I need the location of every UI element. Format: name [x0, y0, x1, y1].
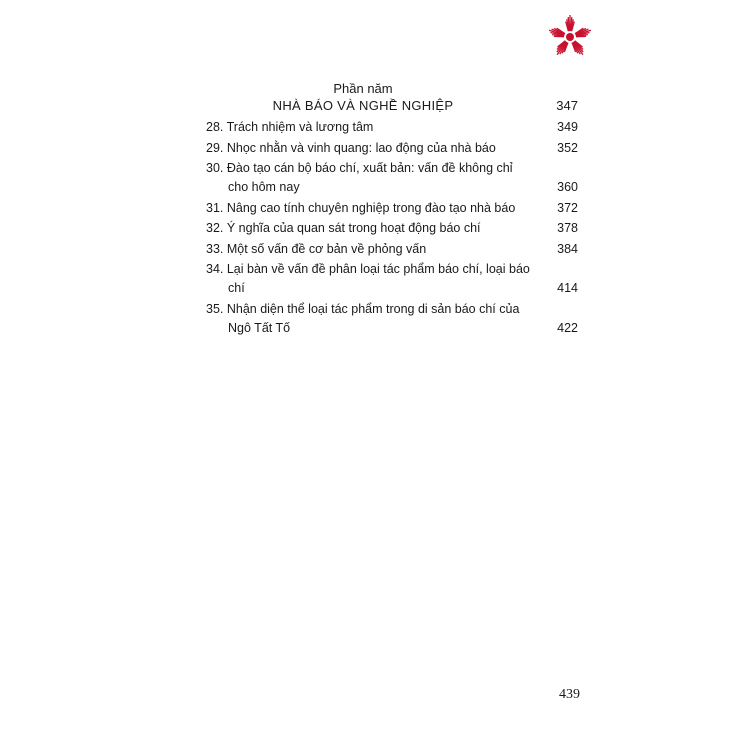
toc-entry-page: 384: [557, 241, 578, 256]
part-page-number: 347: [556, 98, 578, 113]
toc-entry: [206, 219, 578, 238]
publisher-star-logo-icon: [546, 13, 594, 61]
toc-entry-title: 29. Nhọc nhằn và vinh quang: lao động của nhà báo: [206, 140, 496, 155]
toc-entry: [206, 260, 578, 298]
toc-entry-page: 378: [557, 221, 578, 235]
toc-entry-title: 35. Nhận diện thể loại tác phẩm trong di sản báo chí của Ngô Tất Tố: [206, 301, 520, 335]
toc-entry-page: 360: [557, 180, 578, 194]
toc-entry-title: 34. Lại bàn về vấn đề phân loại tác phẩm báo chí, loại báo chí: [206, 262, 530, 295]
toc-entry-title: 30. Đào tạo cán bộ báo chí, xuất bản: vấn đề không chỉ cho hôm nay: [206, 161, 513, 194]
toc-entry-page: 414: [557, 281, 578, 295]
toc-entry-title: 28. Trách nhiệm và lương tâm: [206, 120, 374, 134]
toc-entry-page: 372: [557, 200, 578, 215]
part-title-row: [190, 96, 578, 116]
toc-entry: [206, 300, 578, 338]
toc-entry-page: 352: [557, 140, 578, 155]
toc-entry-title: 32. Ý nghĩa của quan sát trong hoạt động báo chí: [206, 221, 481, 235]
part-title: NHÀ BÁO VÀ NGHỀ NGHIỆP: [272, 98, 454, 113]
toc-entry-page: 349: [557, 120, 578, 134]
toc-entry: [206, 199, 578, 218]
toc-entry: [206, 139, 578, 158]
toc-entry: [206, 159, 578, 197]
toc-entry-page: 422: [557, 320, 578, 335]
page-number: 439: [559, 687, 580, 702]
table-of-contents: [206, 118, 578, 339]
toc-entry-title: 31. Nâng cao tính chuyên nghiệp trong đào tạo nhà báo: [206, 200, 516, 215]
toc-entry-title: 33. Một số vấn đề cơ bản về phỏng vấn: [206, 241, 427, 256]
toc-entry: [206, 240, 578, 259]
part-label: Phần năm: [333, 81, 393, 96]
logo-center: [566, 33, 574, 41]
toc-entry: [206, 118, 578, 137]
